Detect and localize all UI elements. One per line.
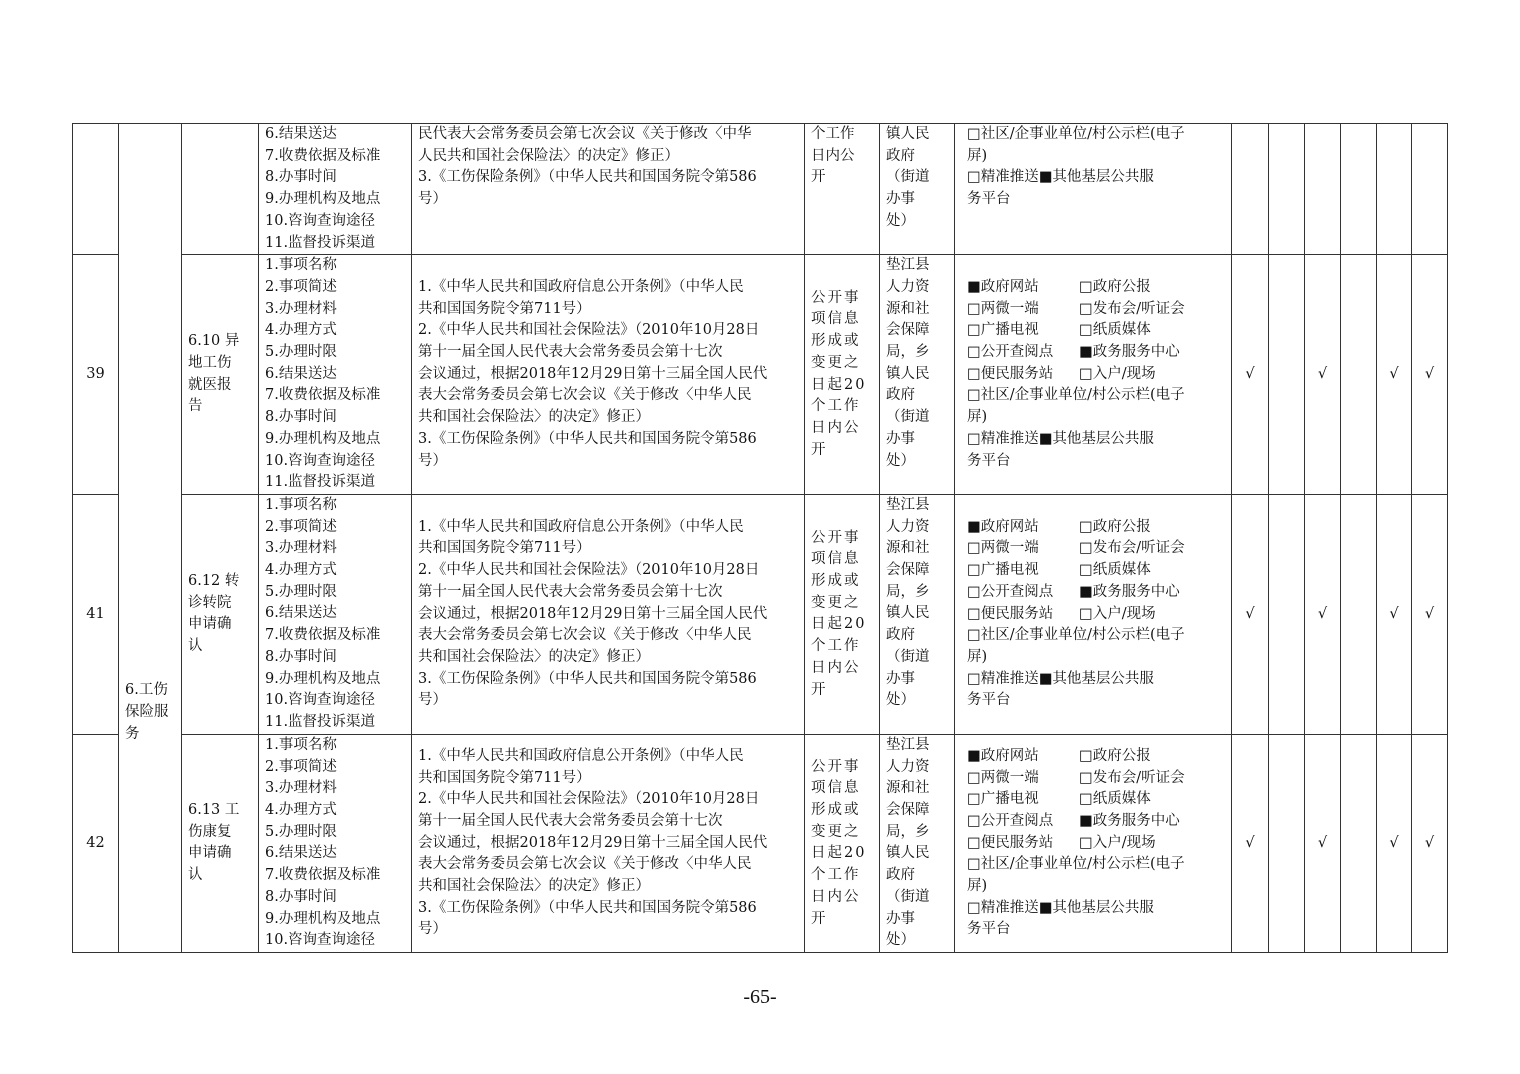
channel-line: 屏) [967, 649, 988, 665]
check-cell: √ [1412, 734, 1448, 952]
content-item: 4.办理方式 [265, 322, 337, 339]
channel-option: □政府公报 [1079, 278, 1151, 295]
channel-option: □公开查阅点 [967, 812, 1054, 829]
item-name-line: 地工伤 [188, 354, 232, 371]
content-item: 1.事项名称 [265, 736, 337, 753]
contents-cell [259, 124, 412, 255]
channel-option: □纸质媒体 [1079, 322, 1151, 339]
org-line: 处） [886, 212, 915, 229]
channel-option: □广播电视 [967, 562, 1039, 579]
check-cell [1341, 494, 1377, 734]
check-cell: √ [1377, 494, 1412, 734]
channel-option: □纸质媒体 [1079, 791, 1151, 808]
channel-line: 屏) [967, 878, 988, 895]
time-line: 形成或 [811, 333, 861, 350]
time-line: 个工作 [811, 126, 855, 142]
content-item: 4.办理方式 [265, 802, 337, 819]
channel-option: □发布会/听证会 [1079, 300, 1185, 317]
org-line: 政府 [886, 627, 915, 644]
item-name-line: 6.10 异 [188, 333, 240, 350]
time-line: 形成或 [811, 573, 861, 590]
org-line: 政府 [886, 387, 915, 404]
basis-line: 号） [418, 191, 447, 208]
channel-option: □广播电视 [967, 322, 1039, 339]
time-line: 日内公 [811, 659, 861, 676]
basis-line: 会议通过，根据2018年12月29日第十三届全国人民代 [418, 605, 768, 622]
org-line: 政府 [886, 147, 915, 164]
channel-line: □精准推送■其他基层公共服 [967, 899, 1154, 916]
check-cell: √ [1412, 494, 1448, 734]
basis-line: 共和国社会保险法〉的决定》修正） [418, 409, 650, 426]
channel-option: □两微一端 [967, 300, 1039, 317]
basis-line: 会议通过，根据2018年12月29日第十三届全国人民代 [418, 365, 768, 382]
channel-row [967, 811, 1225, 833]
channel-row [967, 833, 1225, 855]
content-item: 1.事项名称 [265, 496, 337, 513]
basis-line: 号） [418, 921, 447, 938]
channel-row [967, 517, 1225, 539]
org-line: 镇人民 [886, 845, 930, 862]
channel-line: □社区/企事业单位/村公示栏(电子 [967, 856, 1185, 873]
check-cell: √ [1305, 255, 1341, 495]
basis-line: 会议通过，根据2018年12月29日第十三届全国人民代 [418, 834, 768, 851]
channel-option: □两微一端 [967, 540, 1039, 557]
time-line: 开 [811, 681, 828, 698]
org-line: 源和社 [886, 300, 930, 317]
content-item: 9.办理机构及地点 [265, 191, 381, 208]
basis-line: 号） [418, 452, 447, 469]
basis-line: 3.《工伤保险条例》（中华人民共和国国务院令第586 [418, 169, 757, 186]
org-line: （街道 [886, 888, 930, 905]
time-line: 个工作 [811, 638, 861, 655]
content-item: 8.办事时间 [265, 648, 337, 665]
basis-line: 1.《中华人民共和国政府信息公开条例》（中华人民 [418, 278, 744, 295]
channel-option: □入户/现场 [1079, 834, 1156, 851]
channel-line: 务平台 [967, 191, 1011, 208]
check-cell [1305, 124, 1341, 255]
item-name-cell [182, 255, 259, 495]
content-item: 1.事项名称 [265, 257, 337, 274]
time-line: 日内公 [811, 419, 861, 436]
org-line: 政府 [886, 867, 915, 884]
check-cell: √ [1232, 255, 1269, 495]
content-item: 6.结果送达 [265, 126, 337, 142]
time-line: 日起20 [811, 376, 867, 393]
content-item: 5.办理时限 [265, 344, 337, 361]
org-line: 办事 [886, 430, 915, 447]
content-item: 9.办理机构及地点 [265, 430, 381, 447]
channel-option: □便民服务站 [967, 365, 1054, 382]
org-cell [880, 734, 955, 952]
content-item: 3.办理材料 [265, 780, 337, 797]
basis-line: 第十一届全国人民代表大会常务委员会第十七次 [418, 583, 723, 600]
check-cell [1341, 734, 1377, 952]
channel-option: □发布会/听证会 [1079, 769, 1185, 786]
time-line: 日内公 [811, 147, 855, 164]
check-cell [1269, 734, 1305, 952]
basis-line: 共和国社会保险法〉的决定》修正） [418, 878, 650, 895]
time-line: 项信息 [811, 780, 861, 797]
channel-line: 务平台 [967, 452, 1011, 469]
row-number: 39 [73, 255, 119, 495]
item-name-line: 伤康复 [188, 823, 232, 840]
time-limit-cell [805, 734, 880, 952]
content-item: 8.办事时间 [265, 409, 337, 426]
content-item: 2.事项简述 [265, 758, 337, 775]
org-line: 源和社 [886, 540, 930, 557]
channel-row [967, 768, 1225, 790]
org-line: 镇人民 [886, 126, 930, 142]
channel-line: 务平台 [967, 692, 1011, 709]
basis-line: 表大会常务委员会第七次会议《关于修改〈中华人民 [418, 856, 752, 873]
org-line: 镇人民 [886, 365, 930, 382]
channels-cell [955, 494, 1232, 734]
time-line: 个工作 [811, 867, 861, 884]
check-cell: √ [1305, 494, 1341, 734]
org-line: 垫江县 [886, 736, 930, 753]
row-number: 41 [73, 494, 119, 734]
time-line: 日内公 [811, 888, 861, 905]
check-cell: √ [1232, 494, 1269, 734]
channel-option: □政府公报 [1079, 518, 1151, 535]
basis-line: 1.《中华人民共和国政府信息公开条例》（中华人民 [418, 747, 744, 764]
time-line: 公开事 [811, 529, 861, 546]
org-line: 局，乡 [886, 823, 930, 840]
table-row [73, 124, 1448, 255]
content-item: 2.事项简述 [265, 278, 337, 295]
channel-option: ■政务服务中心 [1079, 583, 1180, 600]
basis-line: 3.《工伤保险条例》（中华人民共和国国务院令第586 [418, 670, 757, 687]
channel-option: □入户/现场 [1079, 365, 1156, 382]
check-cell [1269, 124, 1305, 255]
content-item: 4.办理方式 [265, 562, 337, 579]
item-name-cell [182, 734, 259, 952]
content-item: 3.办理材料 [265, 300, 337, 317]
contents-cell [259, 494, 412, 734]
basis-cell [412, 124, 805, 255]
basis-line: 号） [418, 692, 447, 709]
basis-line: 2.《中华人民共和国社会保险法》（2010年10月28日 [418, 562, 760, 579]
org-line: 会保障 [886, 802, 930, 819]
org-line: 人力资 [886, 518, 930, 535]
time-line: 个工作 [811, 398, 861, 415]
basis-line: 1.《中华人民共和国政府信息公开条例》（中华人民 [418, 518, 744, 535]
org-line: （街道 [886, 409, 930, 426]
disclosure-table [72, 123, 1448, 953]
check-cell [1377, 124, 1412, 255]
channel-row [967, 342, 1225, 364]
content-item: 11.监督投诉渠道 [265, 234, 376, 251]
basis-cell [412, 255, 805, 495]
item-name-line: 就医报 [188, 376, 232, 393]
check-cell: √ [1232, 734, 1269, 952]
channel-option: □两微一端 [967, 769, 1039, 786]
channel-line: □精准推送■其他基层公共服 [967, 430, 1154, 447]
org-line: 垫江县 [886, 257, 930, 274]
org-line: 会保障 [886, 562, 930, 579]
item-name-line: 告 [188, 398, 203, 415]
table-row [73, 255, 1448, 495]
org-line: 会保障 [886, 322, 930, 339]
row-number: 42 [73, 734, 119, 952]
time-line: 公开事 [811, 289, 861, 306]
content-item: 6.结果送达 [265, 365, 337, 382]
item-name-line: 申请确 [188, 845, 232, 862]
basis-line: 第十一届全国人民代表大会常务委员会第十七次 [418, 812, 723, 829]
org-line: 镇人民 [886, 605, 930, 622]
content-item: 10.咨询查询途径 [265, 932, 376, 949]
channel-line: 屏) [967, 147, 988, 164]
content-item: 9.办理机构及地点 [265, 670, 381, 687]
basis-line: 共和国国务院令第711号） [418, 300, 591, 317]
basis-line: 共和国国务院令第711号） [418, 769, 591, 786]
contents-cell [259, 734, 412, 952]
content-item: 6.结果送达 [265, 845, 337, 862]
basis-line: 2.《中华人民共和国社会保险法》（2010年10月28日 [418, 322, 760, 339]
basis-line: 3.《工伤保险条例》（中华人民共和国国务院令第586 [418, 899, 757, 916]
content-item: 3.办理材料 [265, 540, 337, 557]
content-item: 2.事项简述 [265, 518, 337, 535]
channel-row [967, 299, 1225, 321]
time-line: 开 [811, 910, 828, 927]
channel-line: 屏) [967, 409, 988, 426]
check-cell [1341, 255, 1377, 495]
channel-row [967, 560, 1225, 582]
time-limit-cell [805, 255, 880, 495]
time-line: 公开事 [811, 758, 861, 775]
table-row [73, 734, 1448, 952]
content-item: 7.收费依据及标准 [265, 627, 381, 644]
org-cell [880, 124, 955, 255]
basis-cell [412, 734, 805, 952]
basis-line: 表大会常务委员会第七次会议《关于修改〈中华人民 [418, 387, 752, 404]
basis-line: 第十一届全国人民代表大会常务委员会第十七次 [418, 344, 723, 361]
org-line: 处） [886, 932, 915, 949]
channel-row [967, 320, 1225, 342]
channel-row [967, 277, 1225, 299]
time-line: 日起20 [811, 845, 867, 862]
org-line: 源和社 [886, 780, 930, 797]
org-line: 处） [886, 452, 915, 469]
channel-option: □公开查阅点 [967, 344, 1054, 361]
item-name-cell [182, 124, 259, 255]
channel-option: ■政府网站 [967, 278, 1039, 295]
item-name-line: 认 [188, 867, 203, 884]
channel-option: □纸质媒体 [1079, 562, 1151, 579]
channel-row [967, 582, 1225, 604]
time-line: 形成或 [811, 802, 861, 819]
check-cell: √ [1377, 255, 1412, 495]
org-line: 局，乡 [886, 583, 930, 600]
check-cell [1269, 494, 1305, 734]
time-line: 项信息 [811, 311, 861, 328]
content-item: 8.办事时间 [265, 888, 337, 905]
item-name-line: 6.12 转 [188, 573, 240, 590]
time-line: 变更之 [811, 354, 861, 371]
channel-row [967, 604, 1225, 626]
channel-line: □社区/企事业单位/村公示栏(电子 [967, 126, 1185, 142]
content-item: 5.办理时限 [265, 583, 337, 600]
time-line: 日起20 [811, 616, 867, 633]
content-item: 10.咨询查询途径 [265, 692, 376, 709]
org-line: （街道 [886, 648, 930, 665]
channel-option: □发布会/听证会 [1079, 540, 1185, 557]
org-cell [880, 255, 955, 495]
time-line: 变更之 [811, 594, 861, 611]
org-line: （街道 [886, 169, 930, 186]
channel-option: ■政府网站 [967, 747, 1039, 764]
channel-option: □入户/现场 [1079, 605, 1156, 622]
channel-option: □便民服务站 [967, 605, 1054, 622]
channels-cell [955, 255, 1232, 495]
check-cell [1232, 124, 1269, 255]
check-cell [1412, 124, 1448, 255]
org-cell [880, 494, 955, 734]
content-item: 8.办事时间 [265, 169, 337, 186]
channel-row [967, 538, 1225, 560]
channel-option: □广播电视 [967, 791, 1039, 808]
item-name-cell [182, 494, 259, 734]
item-name-line: 认 [188, 638, 203, 655]
content-item: 11.监督投诉渠道 [265, 713, 376, 730]
time-limit-cell [805, 124, 880, 255]
channel-line: 务平台 [967, 921, 1011, 938]
org-line: 处） [886, 692, 915, 709]
basis-line: 表大会常务委员会第七次会议《关于修改〈中华人民 [418, 627, 752, 644]
content-item: 10.咨询查询途径 [265, 212, 376, 229]
channel-line: □社区/企事业单位/村公示栏(电子 [967, 627, 1185, 644]
table-row [73, 494, 1448, 734]
org-line: 垫江县 [886, 496, 930, 513]
basis-cell [412, 494, 805, 734]
channel-row [967, 789, 1225, 811]
channel-option: □便民服务站 [967, 834, 1054, 851]
channel-line: □精准推送■其他基层公共服 [967, 169, 1154, 186]
channel-line: □精准推送■其他基层公共服 [967, 670, 1154, 687]
item-name-line: 6.13 工 [188, 802, 240, 819]
channels-cell [955, 734, 1232, 952]
basis-line: 共和国社会保险法〉的决定》修正） [418, 649, 650, 665]
item-name-line: 诊转院 [188, 594, 232, 611]
basis-line: 3.《工伤保险条例》（中华人民共和国国务院令第586 [418, 430, 757, 447]
channel-option: ■政务服务中心 [1079, 344, 1180, 361]
page-number: -65- [743, 986, 777, 1008]
org-line: 办事 [886, 191, 915, 208]
channel-row [967, 364, 1225, 386]
content-item: 7.收费依据及标准 [265, 147, 381, 164]
time-line: 开 [811, 169, 826, 186]
content-item: 6.结果送达 [265, 605, 337, 622]
basis-line: 共和国国务院令第711号） [418, 540, 591, 557]
content-item: 5.办理时限 [265, 823, 337, 840]
check-cell: √ [1377, 734, 1412, 952]
category-label: 6.工伤保险服务 [125, 682, 169, 742]
channel-line: □社区/企事业单位/村公示栏(电子 [967, 387, 1185, 404]
org-line: 局，乡 [886, 344, 930, 361]
content-item: 7.收费依据及标准 [265, 867, 381, 884]
channel-option: ■政府网站 [967, 518, 1039, 535]
check-cell: √ [1412, 255, 1448, 495]
channel-option: □公开查阅点 [967, 583, 1054, 600]
time-limit-cell [805, 494, 880, 734]
check-cell [1269, 255, 1305, 495]
row-number [73, 124, 119, 255]
org-line: 办事 [886, 910, 915, 927]
content-item: 7.收费依据及标准 [265, 387, 381, 404]
time-line: 变更之 [811, 823, 861, 840]
channels-cell [955, 124, 1232, 255]
item-name-line: 申请确 [188, 616, 232, 633]
channel-row [967, 746, 1225, 768]
basis-line: 2.《中华人民共和国社会保险法》（2010年10月28日 [418, 791, 760, 808]
channel-option: □政府公报 [1079, 747, 1151, 764]
org-line: 办事 [886, 670, 915, 687]
check-cell [1341, 124, 1377, 255]
org-line: 人力资 [886, 278, 930, 295]
channel-option: ■政务服务中心 [1079, 812, 1180, 829]
contents-cell [259, 255, 412, 495]
basis-line: 民代表大会常务委员会第七次会议《关于修改〈中华 [418, 126, 752, 142]
org-line: 人力资 [886, 758, 930, 775]
category-cell [119, 124, 182, 953]
basis-line: 人民共和国社会保险法〉的决定》修正） [418, 147, 679, 164]
content-item: 10.咨询查询途径 [265, 452, 376, 469]
check-cell: √ [1305, 734, 1341, 952]
content-item: 11.监督投诉渠道 [265, 474, 376, 491]
time-line: 项信息 [811, 551, 861, 568]
content-item: 9.办理机构及地点 [265, 910, 381, 927]
time-line: 开 [811, 441, 828, 458]
